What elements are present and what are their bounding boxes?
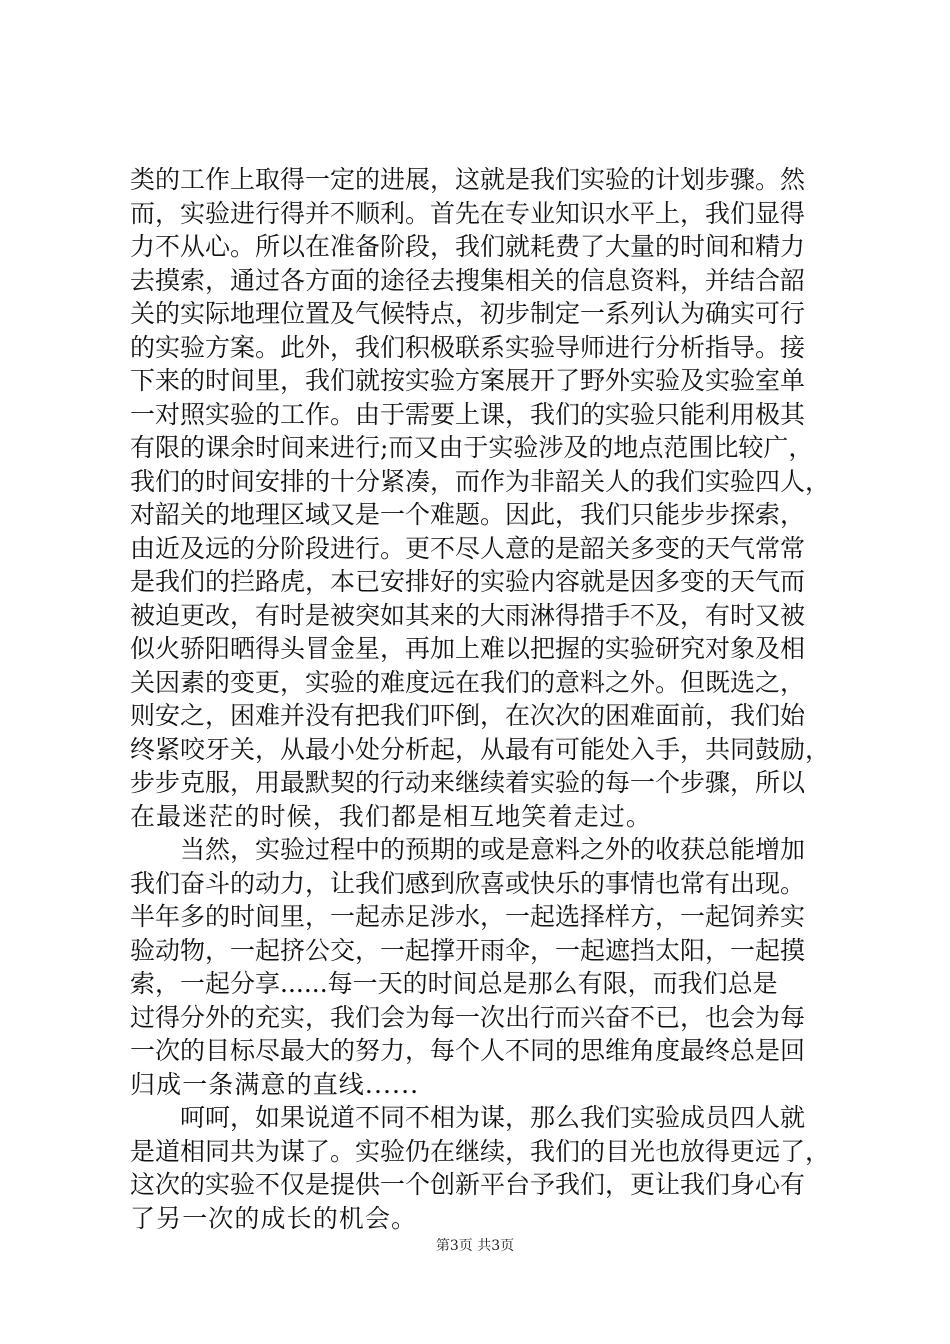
text-line: 我们奋斗的动力，让我们感到欣喜或快乐的事情也常有出现。 <box>130 868 806 898</box>
document-body <box>130 163 830 1235</box>
text-line: 我们的时间安排的十分紧凑，而作为非韶关人的我们实验四人， <box>130 466 830 496</box>
text-line: 由近及远的分阶段进行。更不尽人意的是韶关多变的天气常常 <box>130 533 806 563</box>
text-line: 呵呵，如果说道不同不相为谋，那么我们实验成员四人就 <box>130 1103 806 1132</box>
text-line: 的实验方案。此外，我们积极联系实验导师进行分析指导。接 <box>130 332 806 362</box>
text-line: 这次的实验不仅是提供一个创新平台予我们，更让我们身心有 <box>130 1170 806 1199</box>
text-line: 关的实际地理位置及气候特点，初步制定一系列认为确实可行 <box>130 299 806 328</box>
text-line: 步步克服，用最默契的行动来继续着实验的每一个步骤，所以 <box>130 768 806 797</box>
text-line: 当然，实验过程中的预期的或是意料之外的收获总能增加 <box>130 835 806 864</box>
text-line: 半年多的时间里，一起赤足涉水，一起选择样方，一起饲养实 <box>130 902 806 931</box>
text-line: 被迫更改，有时是被突如其来的大雨淋得措手不及，有时又被 <box>130 600 806 630</box>
text-line: 下来的时间里，我们就按实验方案展开了野外实验及实验室单 <box>130 366 806 395</box>
text-line: 验动物，一起挤公交，一起撑开雨伞，一起遮挡太阳，一起摸 <box>130 935 806 965</box>
text-line: 了另一次的成长的机会。 <box>130 1203 418 1233</box>
text-line: 似火骄阳晒得头冒金星，再加上难以把握的实验研究对象及相 <box>130 634 806 663</box>
text-line: 类的工作上取得一定的进展，这就是我们实验的计划步骤。然 <box>130 165 806 194</box>
text-line: 有限的课余时间来进行;而又由于实验涉及的地点范围比较广， <box>130 433 814 462</box>
text-line: 一对照实验的工作。由于需要上课，我们的实验只能利用极其 <box>130 399 806 429</box>
text-line: 一次的目标尽最大的努力，每个人不同的思维角度最终总是回 <box>130 1036 806 1065</box>
text-line: 关因素的变更，实验的难度远在我们的意料之外。但既选之， <box>130 667 806 697</box>
text-line: 则安之，困难并没有把我们吓倒，在次次的困难面前，我们始 <box>130 701 806 730</box>
text-line: 终紧咬牙关，从最小处分析起，从最有可能处入手，共同鼓励， <box>130 734 830 764</box>
text-line: 而，实验进行得并不顺利。首先在专业知识水平上，我们显得 <box>130 198 806 228</box>
page-footer: 第3页 共3页 <box>435 1238 515 1254</box>
text-line: 归成一条满意的直线...... <box>130 1069 420 1099</box>
text-line: 力不从心。所以在准备阶段，我们就耗费了大量的时间和精力 <box>130 232 806 261</box>
text-line: 是道相同共为谋了。实验仍在继续，我们的目光也放得更远了， <box>130 1136 830 1166</box>
text-line: 在最迷茫的时候，我们都是相互地笑着走过。 <box>130 801 653 831</box>
text-line: 对韶关的地理区域又是一个难题。因此，我们只能步步探索， <box>130 500 806 529</box>
text-line: 是我们的拦路虎，本已安排好的实验内容就是因多变的天气而 <box>130 567 806 596</box>
text-line: 过得分外的充实，我们会为每一次出行而兴奋不已，也会为每 <box>130 1002 806 1032</box>
text-line: 索，一起分享......每一天的时间总是那么有限，而我们总是 <box>130 969 778 998</box>
text-line: 去摸索，通过各方面的途径去搜集相关的信息资料，并结合韶 <box>130 265 806 295</box>
